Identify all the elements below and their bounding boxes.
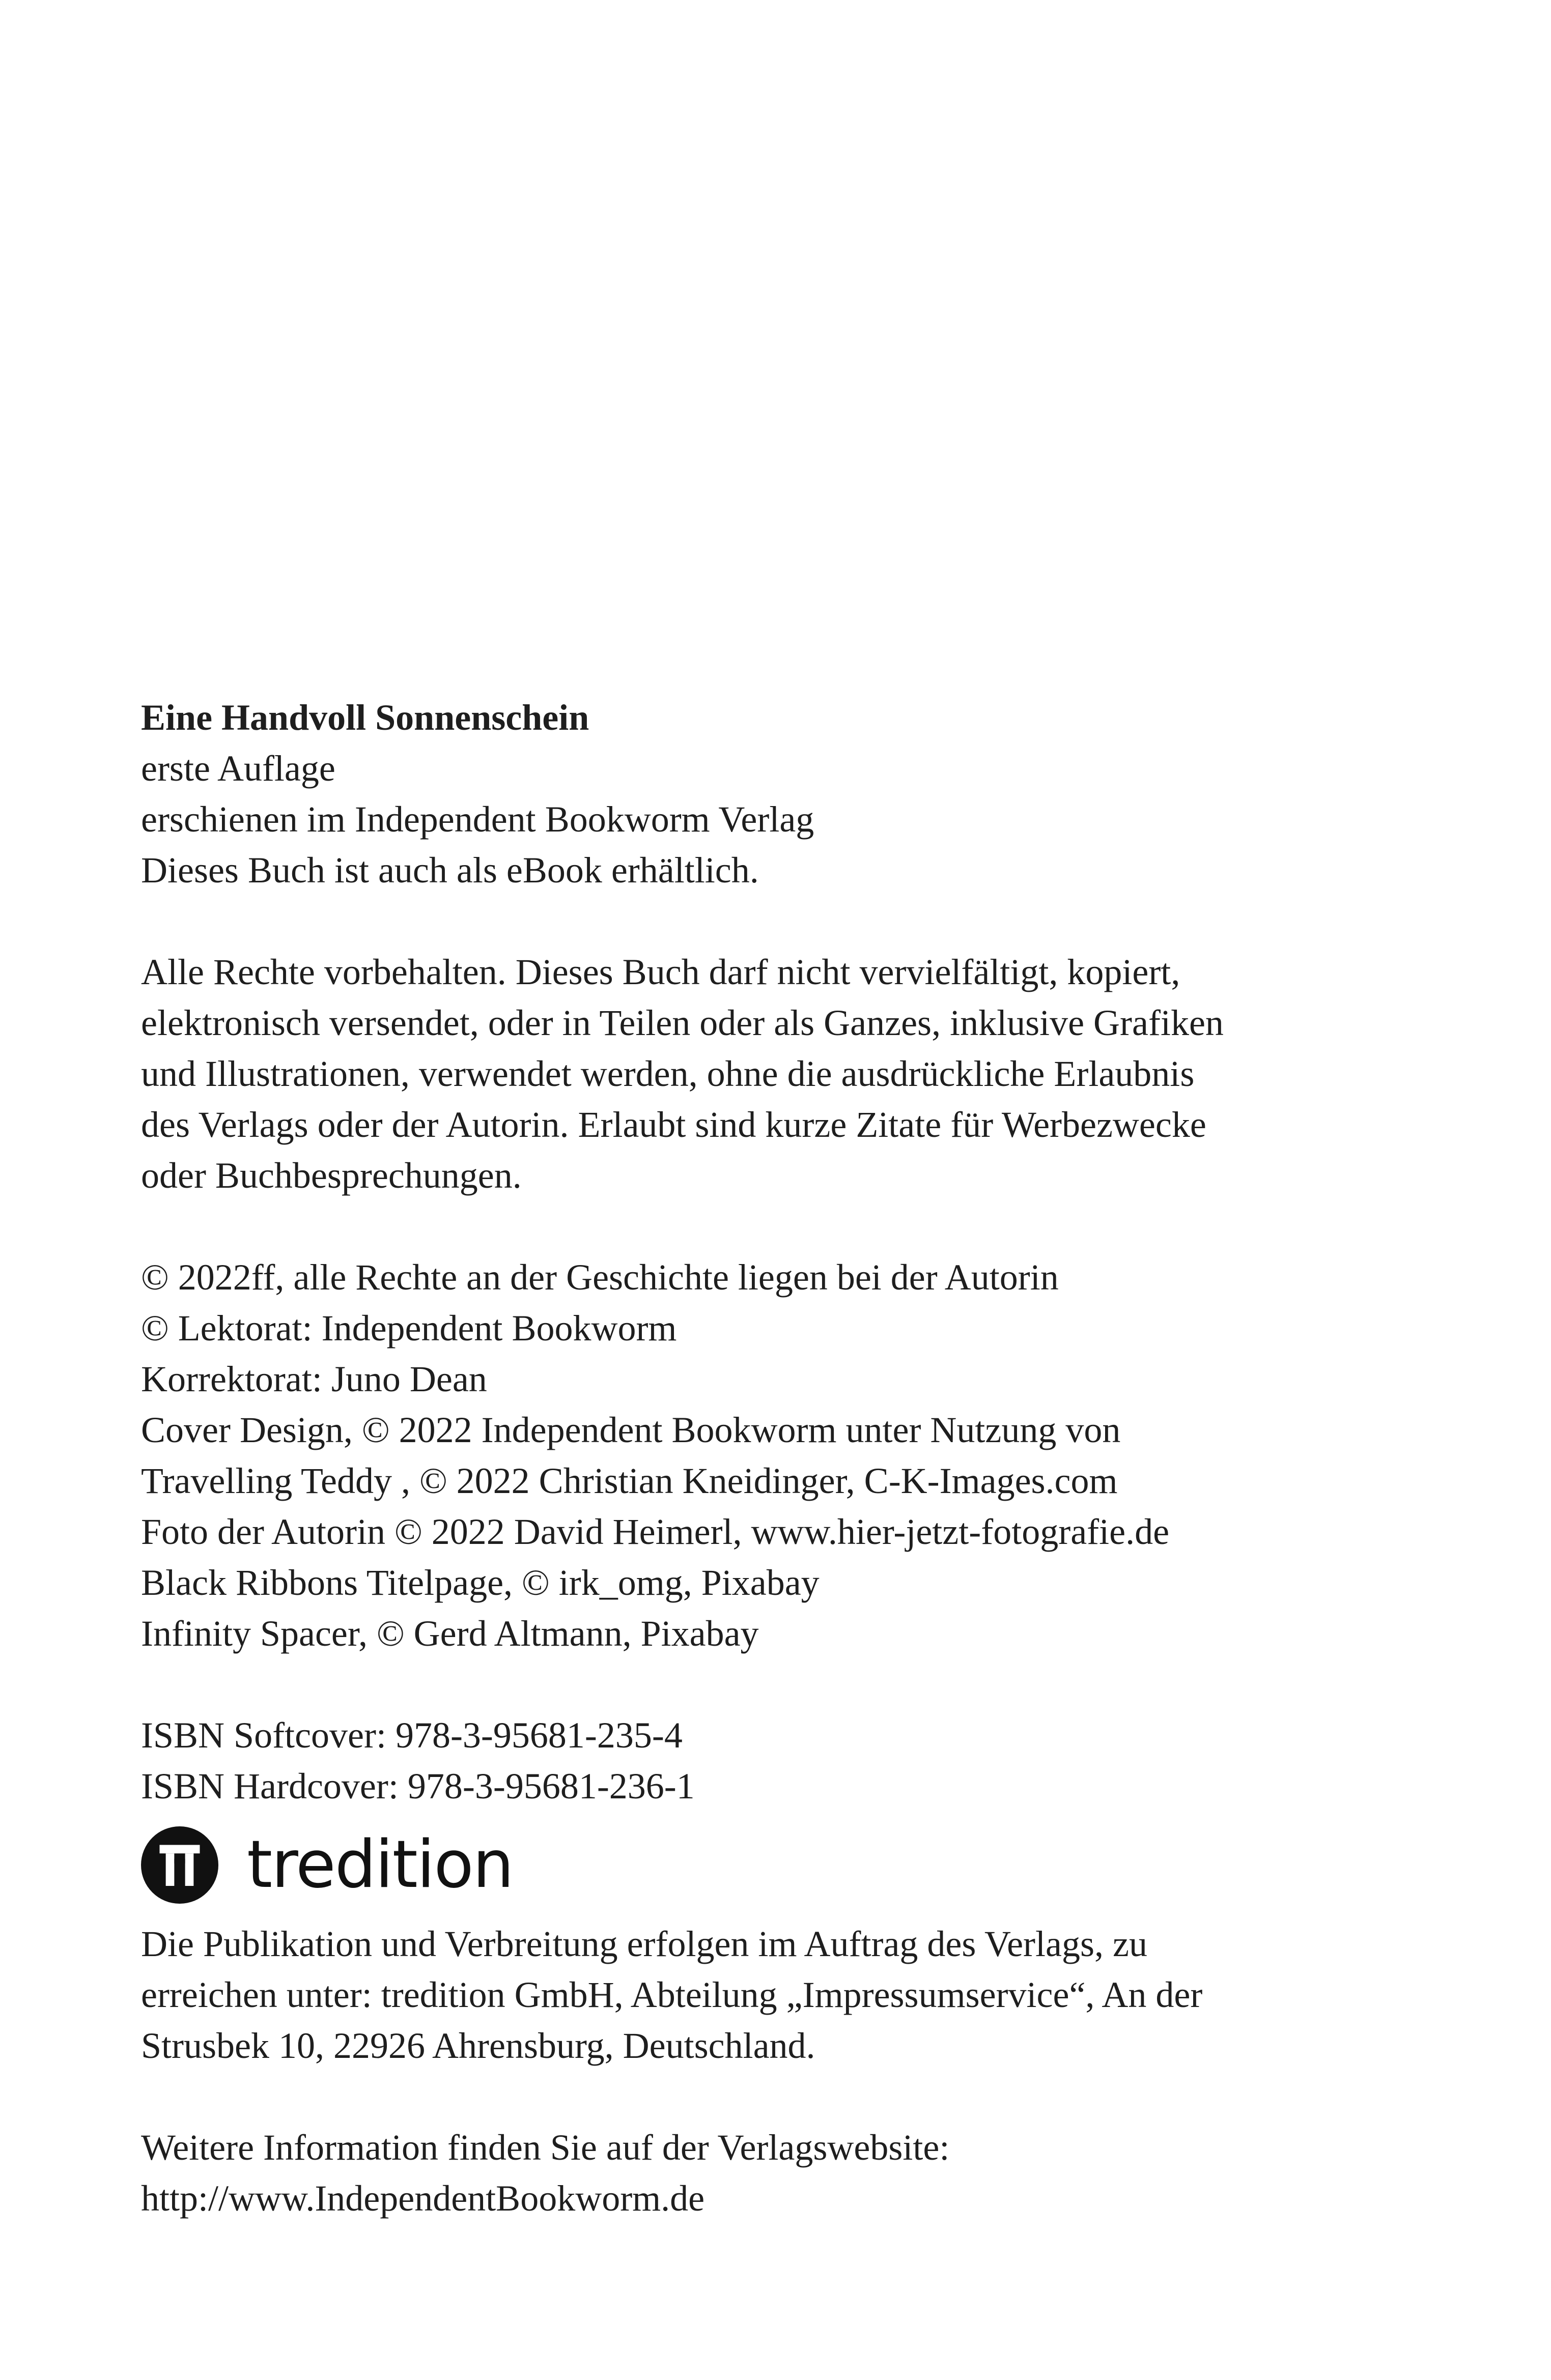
rights-line: elektronisch versendet, oder in Teilen oder als Ganzes, inklusive Grafiken [141,1002,1224,1043]
credit-line: Black Ribbons Titelpage, © irk_omg, Pixabay [141,1562,820,1603]
tredition-logo-icon [141,1826,218,1904]
publication-line: Strusbek 10, 22926 Ahrensburg, Deutschland. [141,2025,815,2066]
tredition-logo [141,1812,1363,1918]
website-url: http://www.IndependentBookworm.de [141,2178,705,2219]
publisher-line: erschienen im Independent Bookworm Verlag [141,799,814,840]
rights-line: Alle Rechte vorbehalten. Dieses Buch darf nicht vervielfältigt, kopiert, [141,952,1180,992]
edition-line: erste Auflage [141,748,335,789]
book-title: Eine Handvoll Sonnenschein [141,697,589,738]
credit-line: Foto der Autorin © 2022 David Heimerl, www.hier-jetzt-fotografie.de [141,1511,1170,1552]
rights-line: und Illustrationen, verwendet werden, ohne die ausdrückliche Erlaubnis [141,1053,1195,1094]
rights-paragraph [141,947,1363,1201]
credit-line: Infinity Spacer, © Gerd Altmann, Pixabay [141,1613,759,1654]
ebook-note: Dieses Buch ist auch als eBook erhältlich. [141,850,759,891]
isbn-block [141,1710,1363,1812]
spacer [141,1659,1363,1710]
credit-line: Cover Design, © 2022 Independent Bookworm unter Nutzung von [141,1410,1121,1450]
publication-paragraph [141,1918,1363,2071]
spacer [141,2071,1363,2122]
spacer [141,896,1363,947]
credit-line: © 2022ff, alle Rechte an der Geschichte liegen bei der Autorin [141,1257,1059,1298]
website-block [141,2122,1363,2224]
isbn-hardcover: ISBN Hardcover: 978-3-95681-236-1 [141,1766,695,1806]
publication-line: Die Publikation und Verbreitung erfolgen im Auftrag des Verlags, zu [141,1924,1147,1964]
credits-block [141,1252,1363,1659]
isbn-softcover: ISBN Softcover: 978-3-95681-235-4 [141,1715,683,1756]
credit-line: © Lektorat: Independent Bookworm [141,1308,677,1349]
rights-line: des Verlags oder der Autorin. Erlaubt sind kurze Zitate für Werbezwecke [141,1104,1206,1145]
tredition-wordmark: tredition [247,1827,513,1903]
title-block [141,692,1363,896]
credit-line: Korrektorat: Juno Dean [141,1359,487,1399]
rights-line: oder Buchbesprechungen. [141,1155,522,1196]
credit-line: Travelling Teddy , © 2022 Christian Kneidinger, C-K-Images.com [141,1460,1118,1501]
spacer [141,1201,1363,1252]
publication-line: erreichen unter: tredition GmbH, Abteilung „Impressumservice“, An der [141,1974,1203,2015]
imprint-page [141,692,1363,2224]
website-label: Weitere Information finden Sie auf der Verlagswebsite: [141,2127,950,2168]
